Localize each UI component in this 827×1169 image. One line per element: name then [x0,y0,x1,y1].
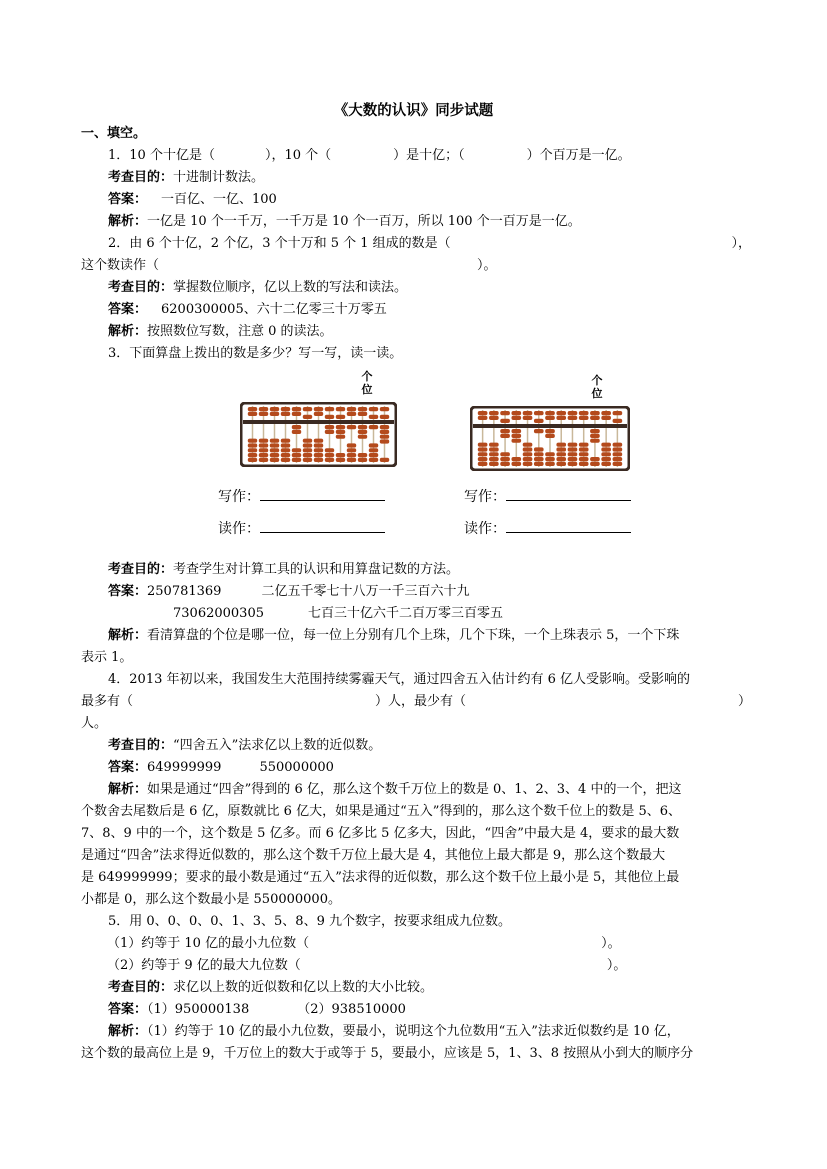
q5-analysis: 解析：（1）约等于 10 亿的最小九位数，要最小，说明这个九位数用“五入”法求近似数约是 10 亿， [108,1024,680,1039]
abacus-2-lower-bead [613,452,623,456]
abacus-1-read: 读作： [218,518,385,539]
abacus-2-upper-bead [489,416,499,420]
abacus-1-lower-bead [303,439,312,443]
page-title: 《大数的认识》同步试题 [333,102,494,119]
abacus-2-lower-bead [590,439,600,443]
abacus-2-lower-bead [478,443,488,447]
abacus-1-lower-bead [325,458,334,462]
abacus-2-lower-bead [568,452,578,456]
abacus-2-lower-bead [545,429,555,433]
abacus-1-lower-bead [259,448,268,452]
question-3: 3．下面算盘上拨出的数是多少？写一写，读一读。 [108,346,403,361]
abacus-2-upper-bead [545,411,555,415]
unit-place-label-1: 个 位 [361,370,373,396]
abacus-1-lower-bead [314,448,323,452]
abacus-1-upper-bead [303,407,312,411]
abacus-1-lower-bead [380,430,389,434]
q3-purpose: 考查目的：考查学生对计算工具的认识和用算盘记数的方法。 [108,562,460,577]
abacus-2-lower-bead [601,452,611,456]
abacus-2-lower-bead [478,457,488,461]
abacus-1-lower-bead [325,425,334,429]
abacus-2-lower-bead [601,443,611,447]
abacus-2-lower-bead [523,452,533,456]
abacus-2-upper-bead [556,411,566,415]
abacus-2-lower-bead [613,457,623,461]
abacus-1-lower-bead [259,439,268,443]
abacus-2-lower-bead [556,447,566,451]
abacus-1-upper-bead [292,407,301,411]
q4-answer: 答案：649999999 550000000 [108,760,334,775]
abacus-1-lower-bead [314,458,323,462]
abacus-1-lower-bead [270,439,279,443]
q4-analysis-4: 是通过“四舍”法求得近似数的，那么这个数千万位上最大是 4，其他位上最大都是 9，那么这个数最大 [81,848,666,863]
abacus-1-lower-bead [281,443,290,447]
read-blank-1 [260,518,385,533]
q4-analysis-6: 小都是 0，那么这个数最小是 550000000。 [81,892,341,907]
abacus-2-lower-bead [500,429,510,433]
abacus-1-lower-bead [336,453,345,457]
abacus-1-lower-bead [303,443,312,447]
abacus-1-upper-bead [369,415,378,419]
question-4-blanks: 最多有（ ）人，最少有（ ） [81,694,751,709]
abacus-2-lower-bead [556,452,566,456]
abacus-1 [240,402,397,467]
abacus-2-upper-bead [478,416,488,420]
abacus-1-upper-bead [336,407,345,411]
abacus-2-lower-bead [590,462,600,466]
abacus-1-upper-bead [292,412,301,416]
q3-analysis: 解析：看清算盘的个位是哪一位，每一位上分别有几个上珠，几个下珠，一个上珠表示 5，一个下珠 [108,628,680,643]
abacus-1-lower-bead [303,453,312,457]
abacus-2-lower-bead [478,452,488,456]
abacus-2-upper-bead [523,411,533,415]
abacus-2-upper-bead [523,416,533,420]
abacus-2 [470,406,630,471]
abacus-2-lower-bead [489,447,499,451]
abacus-1-lower-bead [380,435,389,439]
abacus-2-lower-bead [579,443,589,447]
unit-place-label-2: 个 位 [591,374,603,400]
abacus-1-lower-bead [281,458,290,462]
abacus-1-upper-bead [303,415,312,419]
q3-answer-2: 73062000305 七百三十亿六千二百万零三百零五 [173,606,503,621]
abacus-1-upper-bead [270,407,279,411]
abacus-1-lower-bead [347,425,356,429]
abacus-2-lower-bead [579,447,589,451]
abacus-1-lower-bead [259,443,268,447]
abacus-2-upper-bead [590,416,600,420]
write-blank-2 [506,486,631,501]
abacus-1-upper-bead [270,412,279,416]
abacus-1-lower-bead [270,443,279,447]
abacus-1-lower-bead [303,448,312,452]
q5-sub-1: （1）约等于 10 亿的最小九位数（ ）。 [107,936,621,951]
abacus-1-lower-bead [292,425,301,429]
abacus-2-upper-bead [545,416,555,420]
abacus-2-lower-bead [500,452,510,456]
abacus-2-upper-bead [500,411,510,415]
abacus-1-lower-bead [358,453,367,457]
q2-purpose: 考查目的：掌握数位顺序，亿以上数的写法和读法。 [108,280,408,295]
abacus-2-upper-bead [579,416,589,420]
abacus-1-upper-bead [369,407,378,411]
abacus-2-lower-bead [500,462,510,466]
read-blank-2 [506,518,631,533]
abacus-2-lower-bead [511,434,521,438]
abacus-1-lower-bead [248,439,257,443]
abacus-1-lower-bead [325,430,334,434]
abacus-1-lower-bead [336,458,345,462]
abacus-2-lower-bead [601,457,611,461]
question-2: 2．由 6 个十亿，2 个亿，3 个十万和 5 个 1 组成的数是（ ）， [108,236,751,251]
q2-answer: 答案： 6200300005、六十二亿零三十万零五 [108,302,387,317]
abacus-1-upper-bead [347,407,356,411]
abacus-2-lower-bead [489,457,499,461]
abacus-2-lower-bead [489,462,499,466]
abacus-2-lower-bead [545,457,555,461]
abacus-2-upper-bead [500,419,510,423]
abacus-1-lower-bead [347,448,356,452]
abacus-1-lower-bead [292,458,301,462]
abacus-2-upper-bead [534,411,544,415]
abacus-2-lower-bead [534,457,544,461]
write-blank-1 [260,486,385,501]
abacus-2-lower-bead [534,452,544,456]
abacus-2-upper-bead [590,411,600,415]
abacus-2-lower-bead [568,443,578,447]
abacus-2-lower-bead [556,457,566,461]
abacus-1-lower-bead [369,458,378,462]
abacus-1-lower-bead [248,453,257,457]
abacus-2-lower-bead [523,447,533,451]
section-heading: 一、填空。 [81,126,147,141]
abacus-1-lower-bead [248,448,257,452]
abacus-2-lower-bead [500,434,510,438]
abacus-2-lower-bead [568,447,578,451]
abacus-2-lower-bead [545,452,555,456]
abacus-2-lower-bead [556,462,566,466]
abacus-1-lower-bead [369,443,378,447]
q5-purpose: 考查目的：求亿以上数的近似数和亿以上数的大小比较。 [108,980,434,995]
abacus-2-lower-bead [568,457,578,461]
abacus-2-lower-bead [545,462,555,466]
abacus-2-upper-bead [489,411,499,415]
abacus-1-lower-bead [380,458,389,462]
abacus-1-lower-bead [347,458,356,462]
abacus-1-lower-bead [358,425,367,429]
abacus-1-beam [243,420,394,424]
abacus-2-lower-bead [568,462,578,466]
abacus-1-upper-bead [380,415,389,419]
abacus-2-upper-bead [613,411,623,415]
q4-analysis: 解析：如果是通过“四舍”得到的 6 亿，那么这个数千万位上的数是 0、1、2、3、4 中的一个，把这 [108,782,682,797]
abacus-1-lower-bead [358,430,367,434]
abacus-1-lower-bead [358,435,367,439]
question-1: 1．10 个十亿是（ ），10 个（ ）是十亿；（ ）个百万是一亿。 [108,148,631,163]
abacus-1-lower-bead [281,448,290,452]
abacus-1-upper-bead [281,412,290,416]
abacus-1-lower-bead [292,448,301,452]
abacus-1-lower-bead [325,448,334,452]
question-2-cont: 这个数读作（ ）。 [81,258,497,273]
abacus-1-upper-bead [248,412,257,416]
abacus-2-lower-bead [478,447,488,451]
abacus-1-upper-bead [281,407,290,411]
abacus-1-upper-bead [259,407,268,411]
abacus-1-lower-bead [292,430,301,434]
abacus-2-lower-bead [534,462,544,466]
abacus-2-read: 读作： [464,518,631,539]
abacus-2-upper-bead [534,419,544,423]
abacus-2-lower-bead [579,452,589,456]
question-4-end: 人。 [81,716,108,731]
abacus-2-lower-bead [613,443,623,447]
abacus-1-lower-bead [380,425,389,429]
q4-analysis-5: 是 649999999；要求的最小数是通过“五入”法求得的近似数，那么这个数千位上最小是 5，其他位上最 [81,870,680,885]
abacus-2-lower-bead [579,457,589,461]
abacus-2-upper-bead [613,419,623,423]
q5-answer: 答案：（1）950000138 （2）938510000 [108,1002,406,1017]
q4-analysis-2: 个数舍去尾数后是 6 亿，原数就比 6 亿大，如果是通过“五入”得到的，那么这个数千位上的数是 5、6、 [81,804,682,819]
abacus-2-lower-bead [489,452,499,456]
abacus-2-lower-bead [511,429,521,433]
abacus-2-beam [473,424,627,428]
abacus-1-lower-bead [358,458,367,462]
abacus-2-lower-bead [601,462,611,466]
abacus-1-upper-bead [347,412,356,416]
abacus-2-lower-bead [545,434,555,438]
abacus-1-lower-bead [259,453,268,457]
abacus-1-lower-bead [270,458,279,462]
q2-analysis: 解析：按照数位写数，注意 0 的读法。 [108,324,333,339]
abacus-2-upper-bead [601,416,611,420]
abacus-2-lower-bead [511,439,521,443]
q3-analysis-cont: 表示 1。 [81,650,133,665]
abacus-1-lower-bead [248,443,257,447]
abacus-2-upper-bead [511,416,521,420]
abacus-1-upper-bead [336,415,345,419]
abacus-2-upper-bead [556,416,566,420]
abacus-2-lower-bead [613,462,623,466]
abacus-2-lower-bead [523,462,533,466]
abacus-2-upper-bead [568,416,578,420]
abacus-2-lower-bead [500,457,510,461]
abacus-2-lower-bead [534,447,544,451]
abacus-2-write: 写作： [464,486,631,507]
abacus-1-upper-bead [380,407,389,411]
abacus-1-write: 写作： [218,486,385,507]
abacus-1-lower-bead [314,439,323,443]
q4-analysis-3: 7、8、9 中的一个，这个数是 5 亿多。而 6 亿多比 5 亿多大，因此，“四舍”中最大是 4，要求的最大数 [81,826,680,841]
abacus-1-lower-bead [292,453,301,457]
abacus-2-upper-bead [511,411,521,415]
abacus-2-lower-bead [579,462,589,466]
q1-answer: 答案： 一百亿、一亿、100 [108,192,277,207]
abacus-2-upper-bead [478,411,488,415]
abacus-2-lower-bead [523,457,533,461]
abacus-2-lower-bead [556,443,566,447]
abacus-2-lower-bead [478,462,488,466]
abacus-1-lower-bead [325,453,334,457]
abacus-1-lower-bead [248,458,257,462]
q3-answer-1: 答案：250781369 二亿五千零七十八万一千三百六十九 [108,584,470,599]
abacus-1-lower-bead [314,443,323,447]
q1-purpose: 考查目的：十进制计数法。 [108,170,265,185]
abacus-1-upper-bead [248,407,257,411]
abacus-2-lower-bead [489,443,499,447]
abacus-1-lower-bead [336,430,345,434]
abacus-1-upper-bead [325,415,334,419]
abacus-1-lower-bead [380,439,389,443]
abacus-1-lower-bead [281,439,290,443]
abacus-2-upper-bead [568,411,578,415]
abacus-2-lower-bead [613,447,623,451]
abacus-1-lower-bead [369,453,378,457]
abacus-1-upper-bead [358,412,367,416]
abacus-1-lower-bead [369,425,378,429]
abacus-1-upper-bead [259,412,268,416]
abacus-2-lower-bead [511,457,521,461]
abacus-1-lower-bead [336,435,345,439]
abacus-1-lower-bead [347,443,356,447]
q4-purpose: 考查目的：“四舍五入”法求亿以上数的近似数。 [108,738,382,753]
abacus-2-lower-bead [590,429,600,433]
abacus-1-upper-bead [314,407,323,411]
question-4: 4．2013 年初以来，我国发生大范围持续雾霾天气，通过四舍五入估计约有 6 亿人受影响。受影响的 [108,672,691,687]
abacus-2-upper-bead [579,411,589,415]
abacus-1-lower-bead [347,453,356,457]
abacus-1-upper-bead [358,407,367,411]
abacus-2-lower-bead [601,447,611,451]
abacus-1-lower-bead [281,453,290,457]
abacus-1-lower-bead [314,453,323,457]
abacus-2-lower-bead [590,434,600,438]
q5-analysis-2: 这个数的最高位上是 9，千万位上的数大于或等于 5，要最小，应该是 5，1、3、8 按照从小到大的顺序分 [81,1046,694,1061]
q1-analysis: 解析：一亿是 10 个一千万，一千万是 10 个一百万，所以 100 个一百万是一亿。 [108,214,581,229]
abacus-1-lower-bead [270,448,279,452]
abacus-2-lower-bead [534,429,544,433]
abacus-1-lower-bead [270,453,279,457]
abacus-1-upper-bead [325,407,334,411]
abacus-2-lower-bead [511,462,521,466]
abacus-2-lower-bead [523,443,533,447]
abacus-2-upper-bead [601,411,611,415]
q5-sub-2: （2）约等于 9 亿的最大九位数（ ）。 [107,958,627,973]
abacus-2-lower-bead [590,457,600,461]
abacus-1-lower-bead [336,425,345,429]
abacus-1-lower-bead [259,458,268,462]
question-5: 5．用 0、0、0、0、1、3、5、8、9 九个数字，按要求组成九位数。 [108,914,511,929]
abacus-1-upper-bead [314,412,323,416]
abacus-1-lower-bead [303,458,312,462]
abacus-1-lower-bead [369,448,378,452]
